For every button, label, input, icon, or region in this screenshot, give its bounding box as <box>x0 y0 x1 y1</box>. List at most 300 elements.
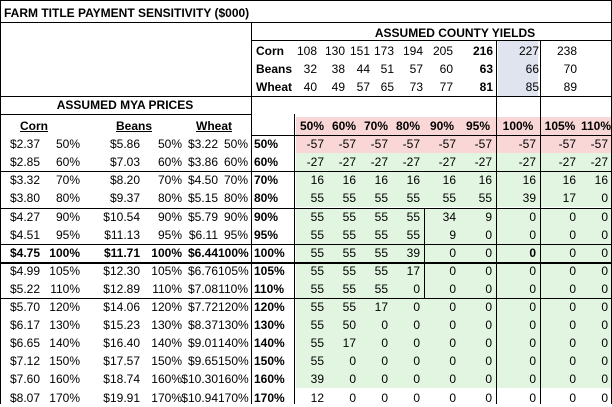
column-pct-header: 60% <box>331 119 357 133</box>
outer-top <box>0 0 612 1</box>
grid-value: 16 <box>478 173 492 188</box>
grid-value: 17 <box>374 300 388 314</box>
grid-value: 0 <box>529 263 536 278</box>
grid-value: 0 <box>485 372 492 387</box>
mya-price-cell: $9.01 <box>187 336 218 351</box>
grid-value: 55 <box>374 263 388 278</box>
grid-value: 55 <box>342 245 356 260</box>
grid-value: 0 <box>601 245 608 260</box>
grid-value: 16 <box>374 173 388 188</box>
yield-value: 70 <box>563 62 577 76</box>
grid-value: 9 <box>449 227 456 242</box>
grid-value: 0 <box>485 336 492 351</box>
mya-header: Beans <box>115 119 153 133</box>
grid-value: 55 <box>374 281 388 296</box>
column-pct-header: 50% <box>299 119 325 133</box>
grid-value: 39 <box>522 191 536 206</box>
grid-value: -27 <box>474 155 492 170</box>
grid-value: -57 <box>402 137 420 152</box>
mya-price-cell: 70% <box>157 173 182 188</box>
grid-value: 12 <box>310 390 324 405</box>
grid-value: 0 <box>485 281 492 296</box>
grid-value: 16 <box>522 173 536 188</box>
row-110-bottom <box>0 298 612 299</box>
mya-price-cell: $2.85 <box>9 155 40 170</box>
highlight-left <box>496 40 497 404</box>
grid-value: 0 <box>601 191 608 206</box>
grid-value: -27 <box>558 155 576 170</box>
grid-value: 0 <box>569 209 576 224</box>
grid-value: 0 <box>485 263 492 278</box>
mya-price-cell: 160% <box>218 372 249 387</box>
row-pct-label: 50% <box>254 137 279 152</box>
grid-value: -57 <box>306 137 324 152</box>
mya-price-cell: $2.37 <box>9 137 40 152</box>
grid-value: -27 <box>438 155 456 170</box>
grid-value: 55 <box>374 245 388 260</box>
grid-header-bottom <box>251 135 612 136</box>
grid-value: 0 <box>413 300 420 314</box>
mya-price-cell: 100% <box>49 245 80 260</box>
yield-value: 63 <box>479 62 493 76</box>
grid-value: -27 <box>370 155 388 170</box>
grid-value: 55 <box>310 281 324 296</box>
mya-price-cell: 150% <box>49 354 80 369</box>
grid-value: 55 <box>342 281 356 296</box>
row-pct-label: 100% <box>254 245 285 260</box>
mya-price-cell: 150% <box>151 354 182 369</box>
yield-value: 227 <box>518 44 539 58</box>
mya-price-cell: $10.94 <box>181 390 218 405</box>
mya-price-cell: $17.57 <box>103 354 140 369</box>
yield-value: 89 <box>563 80 577 94</box>
column-pct-header: 70% <box>363 119 389 133</box>
grid-value: 0 <box>569 354 576 369</box>
mya-price-cell: 100% <box>151 245 182 260</box>
grid-value: 0 <box>381 336 388 351</box>
grid-value: 17 <box>342 336 356 351</box>
grid-value: 55 <box>406 227 420 242</box>
grid-value: 17 <box>406 263 420 278</box>
mya-price-cell: 160% <box>49 372 80 387</box>
grid-value: 16 <box>310 173 324 188</box>
mya-price-cell: 120% <box>151 300 182 314</box>
mya-price-cell: $11.71 <box>103 245 140 260</box>
grid-value: 0 <box>601 336 608 351</box>
mya-price-cell: $4.27 <box>9 209 40 224</box>
grid-value: 34 <box>442 209 456 224</box>
grid-value: 0 <box>349 372 356 387</box>
grid-value: 0 <box>449 372 456 387</box>
grid-value: 55 <box>310 300 324 314</box>
grid-value: -57 <box>338 137 356 152</box>
grid-value: 0 <box>601 354 608 369</box>
yields-left <box>251 22 252 404</box>
threshold-v2 <box>424 244 425 262</box>
yield-value: 73 <box>409 80 423 94</box>
title-bottom <box>0 22 612 23</box>
yield-value: 151 <box>349 44 370 58</box>
mya-price-cell: $15.23 <box>103 318 140 333</box>
row-pct-label: 110% <box>254 281 285 296</box>
highlight-right <box>540 40 541 404</box>
mya-title: ASSUMED MYA PRICES <box>56 98 194 112</box>
yield-crop-label: Corn <box>256 44 284 58</box>
grid-value: 0 <box>485 390 492 405</box>
yield-value: 238 <box>556 44 577 58</box>
grid-value: 55 <box>342 209 356 224</box>
grid-value: 0 <box>381 372 388 387</box>
mya-price-cell: 170% <box>49 390 80 405</box>
mya-header: Corn <box>20 119 48 133</box>
row-pct-label: 95% <box>254 227 279 242</box>
yield-value: 65 <box>380 80 394 94</box>
grid-value: -27 <box>402 155 420 170</box>
row-80-bottom <box>0 208 612 209</box>
mya-price-cell: 80% <box>157 191 182 206</box>
grid-value: 0 <box>529 227 536 242</box>
row-pct-label: 150% <box>254 354 285 369</box>
threshold-v1 <box>424 208 425 244</box>
yield-value: 85 <box>525 80 539 94</box>
mya-price-cell: $5.22 <box>9 281 40 296</box>
mya-price-cell: 110% <box>218 281 248 296</box>
grid-value: 0 <box>529 281 536 296</box>
mya-price-cell: $7.12 <box>9 354 40 369</box>
grid-value: 0 <box>485 318 492 333</box>
mya-price-cell: 140% <box>218 336 249 351</box>
grid-value: -27 <box>518 155 536 170</box>
mya-price-cell: 50% <box>55 137 80 152</box>
mya-price-cell: $5.70 <box>9 300 40 314</box>
mya-price-cell: 130% <box>218 318 249 333</box>
mya-price-cell: $7.08 <box>187 281 218 296</box>
mya-price-cell: $7.60 <box>9 372 40 387</box>
row-pct-label: 130% <box>254 318 285 333</box>
sheet-title: FARM TITLE PAYMENT SENSITIVITY ($000) <box>4 6 250 20</box>
mya-price-cell: $6.17 <box>9 318 40 333</box>
grid-left <box>294 114 295 404</box>
mya-price-cell: $6.44 <box>187 245 218 260</box>
grid-value: 55 <box>310 354 324 369</box>
grid-value: 0 <box>413 354 420 369</box>
grid-value: 0 <box>449 300 456 314</box>
column-pct-header: 90% <box>429 119 455 133</box>
mya-price-cell: $6.65 <box>9 336 40 351</box>
grid-value: 0 <box>569 390 576 405</box>
yield-value: 130 <box>324 44 345 58</box>
mya-price-cell: 120% <box>49 300 80 314</box>
grid-value: 55 <box>342 227 356 242</box>
yield-value: 77 <box>439 80 453 94</box>
mya-price-cell: $6.76 <box>187 263 218 278</box>
grid-value: 0 <box>449 245 456 260</box>
mya-price-cell: $8.20 <box>109 173 140 188</box>
mya-price-cell: $3.32 <box>9 173 40 188</box>
mya-price-cell: 140% <box>49 336 80 351</box>
row-pct-label: 60% <box>254 155 279 170</box>
grid-value: 0 <box>349 390 356 405</box>
mya-price-cell: $7.72 <box>187 300 218 314</box>
mya-price-cell: $9.65 <box>187 354 218 369</box>
grid-value: 16 <box>594 173 608 188</box>
grid-value: 0 <box>413 390 420 405</box>
grid-value: 55 <box>374 209 388 224</box>
grid-value: 0 <box>485 245 492 260</box>
grid-value: 55 <box>342 263 356 278</box>
grid-value: 0 <box>529 209 536 224</box>
row-95-bottom <box>0 244 612 245</box>
grid-value: 0 <box>529 390 536 405</box>
row-pct-label: 170% <box>254 390 285 405</box>
grid-value: 55 <box>310 191 324 206</box>
mya-price-cell: 95% <box>157 227 182 242</box>
row-pct-label: 70% <box>254 173 279 188</box>
outer-left <box>0 0 1 404</box>
row-pct-label: 160% <box>254 372 285 387</box>
mya-price-cell: $19.91 <box>103 390 140 405</box>
mya-price-cell: 150% <box>218 354 249 369</box>
grid-value: 0 <box>413 372 420 387</box>
grid-value: 55 <box>406 209 420 224</box>
row-pct-label: 90% <box>254 209 279 224</box>
mya-price-cell: 130% <box>151 318 182 333</box>
column-pct-header: 100% <box>502 119 534 133</box>
grid-value: 0 <box>601 281 608 296</box>
yield-value: 66 <box>525 62 539 76</box>
mya-price-cell: 140% <box>151 336 182 351</box>
yield-value: 57 <box>409 62 423 76</box>
column-pct-header: 95% <box>465 119 491 133</box>
grid-value: 16 <box>442 173 456 188</box>
grid-value: -27 <box>338 155 356 170</box>
mya-price-cell: 105% <box>49 263 80 278</box>
grid-value: 0 <box>529 336 536 351</box>
grid-value: 50 <box>342 318 356 333</box>
grid-value: 39 <box>310 372 324 387</box>
grid-value: 0 <box>601 209 608 224</box>
yield-value: 173 <box>373 44 394 58</box>
row-100-bottom <box>0 262 612 264</box>
mya-header: Wheat <box>196 119 232 133</box>
grid-value: 0 <box>485 227 492 242</box>
mya-price-cell: $5.79 <box>187 209 218 224</box>
mya-price-cell: $10.54 <box>103 209 140 224</box>
yield-value: 38 <box>331 62 345 76</box>
grid-value: -57 <box>438 137 456 152</box>
row-pct-label: 80% <box>254 191 279 206</box>
yield-value: 57 <box>356 80 370 94</box>
mya-price-cell: $18.74 <box>103 372 140 387</box>
mya-price-cell: 110% <box>152 281 182 296</box>
yield-value: 216 <box>472 44 493 58</box>
grid-value: 0 <box>449 318 456 333</box>
mya-price-cell: 95% <box>55 227 80 242</box>
mya-price-cell: 105% <box>218 263 249 278</box>
grid-value: 0 <box>569 372 576 387</box>
grid-value: 0 <box>449 281 456 296</box>
grid-value: 0 <box>601 390 608 405</box>
mya-price-cell: $11.13 <box>104 227 140 242</box>
threshold-v3 <box>424 262 425 298</box>
grid-value: 0 <box>601 372 608 387</box>
yield-value: 44 <box>356 62 370 76</box>
mya-price-cell: $4.75 <box>9 245 40 260</box>
mya-price-cell: $5.15 <box>187 191 218 206</box>
mya-price-cell: $5.86 <box>109 137 140 152</box>
grid-value: 16 <box>342 173 356 188</box>
grid-value: -27 <box>590 155 608 170</box>
grid-value: 55 <box>310 336 324 351</box>
mya-price-cell: $3.22 <box>187 137 218 152</box>
grid-value: -57 <box>474 137 492 152</box>
mya-price-cell: 80% <box>55 191 80 206</box>
mya-title-bottom <box>0 114 251 115</box>
yield-value: 108 <box>296 44 317 58</box>
mya-price-cell: 130% <box>49 318 80 333</box>
grid-value: 55 <box>310 209 324 224</box>
yield-value: 205 <box>432 44 453 58</box>
grid-value: 55 <box>442 191 456 206</box>
mya-price-cell: 90% <box>157 209 182 224</box>
grid-value: -57 <box>518 137 536 152</box>
mya-price-cell: 50% <box>157 137 182 152</box>
grid-value: 0 <box>449 263 456 278</box>
grid-value: 0 <box>413 281 420 296</box>
grid-value: 55 <box>478 191 492 206</box>
mya-price-cell: $16.40 <box>103 336 140 351</box>
grid-value: 0 <box>413 318 420 333</box>
grid-value: 0 <box>485 300 492 314</box>
mya-price-cell: 170% <box>218 390 249 405</box>
mya-price-cell: $8.07 <box>9 390 40 405</box>
yields-title-bottom <box>251 40 612 41</box>
grid-value: 55 <box>342 191 356 206</box>
grid-value: 0 <box>569 281 576 296</box>
mya-price-cell: $12.30 <box>103 263 140 278</box>
mya-price-cell: 90% <box>55 209 80 224</box>
mya-price-cell: 60% <box>157 155 182 170</box>
grid-value: 55 <box>310 263 324 278</box>
grid-value: 39 <box>406 245 420 260</box>
grid-value: 0 <box>529 318 536 333</box>
grid-value: 0 <box>449 354 456 369</box>
mya-price-cell: 160% <box>151 372 182 387</box>
grid-value: 0 <box>601 227 608 242</box>
mya-price-cell: $4.50 <box>187 173 218 188</box>
mya-price-cell: 60% <box>55 155 80 170</box>
yield-value: 194 <box>402 44 423 58</box>
row-pct-label: 140% <box>254 336 285 351</box>
grid-value: 16 <box>562 173 576 188</box>
grid-value: -57 <box>590 137 608 152</box>
mya-price-cell: $9.37 <box>109 191 140 206</box>
grid-value: 55 <box>310 245 324 260</box>
grid-value: 55 <box>406 191 420 206</box>
yield-value: 32 <box>303 62 317 76</box>
grid-value: 9 <box>485 209 492 224</box>
grid-value: 0 <box>601 263 608 278</box>
grid-value: 0 <box>449 336 456 351</box>
yield-value: 40 <box>303 80 317 94</box>
mya-price-cell: $12.89 <box>103 281 140 296</box>
mya-price-cell: $3.80 <box>9 191 40 206</box>
grid-value: 55 <box>342 300 356 314</box>
mya-price-cell: 50% <box>223 137 248 152</box>
grid-value: 0 <box>381 390 388 405</box>
column-pct-header: 105% <box>544 119 576 133</box>
column-pct-header: 110% <box>580 119 612 133</box>
mya-price-cell: 120% <box>218 300 249 314</box>
grid-value: 0 <box>569 300 576 314</box>
grid-value: 0 <box>569 263 576 278</box>
mya-price-cell: 60% <box>223 155 248 170</box>
grid-value: 17 <box>562 191 576 206</box>
row-pct-label: 105% <box>254 263 285 278</box>
grid-value: 0 <box>569 227 576 242</box>
grid-value: 0 <box>529 300 536 314</box>
mya-price-cell: 70% <box>223 173 248 188</box>
yield-crop-label: Beans <box>256 62 293 76</box>
grid-value: -27 <box>306 155 324 170</box>
grid-value: 55 <box>374 191 388 206</box>
mya-price-cell: 110% <box>50 281 80 296</box>
mya-price-cell: $6.11 <box>188 227 218 242</box>
grid-value: 0 <box>569 245 576 260</box>
grid-value: 0 <box>569 318 576 333</box>
mya-price-cell: $4.51 <box>9 227 40 242</box>
grid-value: 0 <box>413 336 420 351</box>
grid-value: 0 <box>449 390 456 405</box>
mya-price-cell: $8.37 <box>187 318 218 333</box>
yield-value: 81 <box>479 80 493 94</box>
grid-value: 55 <box>310 318 324 333</box>
grid-value: 0 <box>601 300 608 314</box>
mya-price-cell: $14.06 <box>103 300 140 314</box>
grid-value: -57 <box>558 137 576 152</box>
mya-price-cell: 90% <box>223 209 248 224</box>
yields-title: ASSUMED COUNTY YIELDS <box>374 26 536 40</box>
mya-price-cell: 70% <box>55 173 80 188</box>
mya-price-cell: 170% <box>151 390 182 405</box>
mya-price-cell: $7.03 <box>109 155 140 170</box>
grid-value: 0 <box>529 245 536 260</box>
grid-value: 0 <box>529 354 536 369</box>
grid-value: 0 <box>529 372 536 387</box>
column-pct-header: 80% <box>395 119 421 133</box>
grid-value: 0 <box>381 354 388 369</box>
mya-price-cell: 80% <box>223 191 248 206</box>
row-pct-label: 120% <box>254 300 285 314</box>
yield-value: 60 <box>439 62 453 76</box>
mya-price-cell: 105% <box>151 263 182 278</box>
grid-value: 0 <box>485 354 492 369</box>
grid-value: 0 <box>381 318 388 333</box>
mya-price-cell: $3.86 <box>187 155 218 170</box>
mya-price-cell: $4.99 <box>9 263 40 278</box>
mya-price-cell: 95% <box>223 227 248 242</box>
grid-value: 0 <box>601 318 608 333</box>
grid-value: 55 <box>374 227 388 242</box>
mya-price-cell: 100% <box>218 245 249 260</box>
grid-value: 55 <box>310 227 324 242</box>
row-50-bottom <box>0 171 612 172</box>
grid-value: 0 <box>349 354 356 369</box>
yield-value: 49 <box>331 80 345 94</box>
mya-title-top <box>0 96 612 97</box>
grid-value: -57 <box>370 137 388 152</box>
grid-value: 0 <box>569 336 576 351</box>
